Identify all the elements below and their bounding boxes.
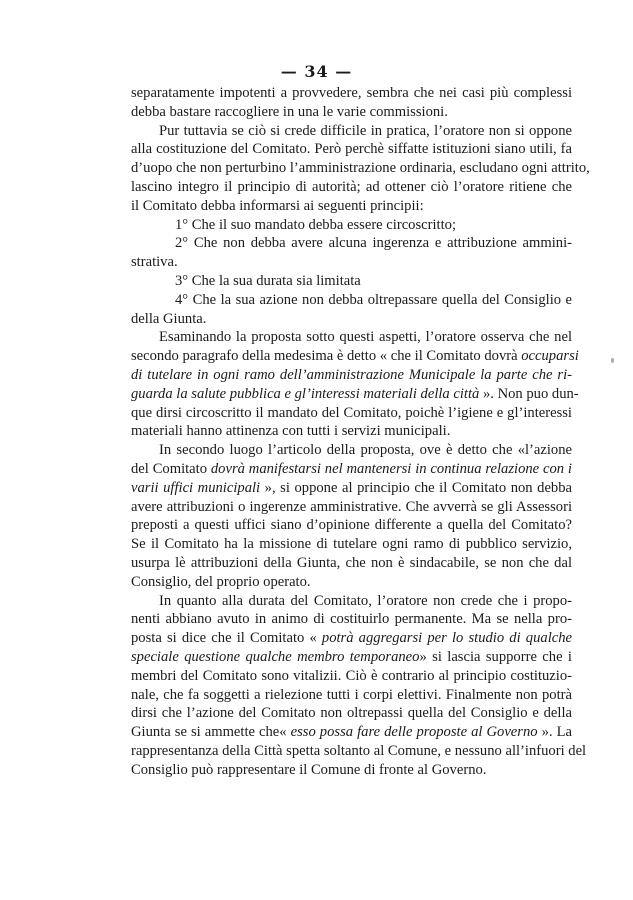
text-line [131, 498, 572, 517]
text-line [131, 554, 572, 573]
text-line [131, 140, 572, 159]
text-segment: 2° Che non debba avere alcuna ingerenza e attribuzione ammini- [175, 235, 572, 252]
text-segment: », si oppone al principio che il Comitato non debba [260, 479, 573, 496]
text-segment: usurpa lè attribuzioni della Giunta, che non è sindacabile, se non che dal [131, 554, 572, 571]
text-line [131, 535, 572, 554]
text-segment: rappresentanza della Città spetta soltanto al Comune, e nessuno all’infuori del [131, 742, 587, 759]
text-segment: 3° Che la sua durata sia limitata [175, 272, 361, 289]
text-line [131, 516, 572, 535]
text-line [131, 610, 572, 629]
text-line [131, 667, 572, 686]
text-segment: Consiglio può rappresentare il Comune di fronte al Governo. [131, 761, 487, 778]
text-segment: materiali hanno attinenza con tutti i servizi municipali. [131, 423, 451, 440]
text-line [131, 761, 572, 780]
text-segment: nenti abbiano avuto in animo di costituirlo permanente. Ma se nella pro- [131, 611, 572, 628]
text-segment: lascino integro il principio di autorità; ad ottener ciò l’oratore ritiene che [131, 178, 572, 195]
text-line [131, 686, 572, 705]
text-segment: Esaminando la proposta sotto questi aspetti, l’oratore osserva che nel [159, 329, 572, 346]
text-segment: strativa. [131, 254, 178, 271]
text-segment: nale, che fa soggetti a rielezione tutti i corpi elettivi. Finalmente non potrà [131, 686, 572, 703]
text-segment: que dirsi circoscritto il mandato del Comitato, poichè l’igiene e gl’interessi [131, 404, 572, 421]
text-segment: della Giunta. [131, 310, 207, 327]
italic-segment: potrà aggregarsi per lo studio di qualche [321, 630, 572, 647]
text-segment: Se il Comitato ha la missione di tutelare ogni ramo di pubblico servizio, [131, 536, 572, 553]
italic-segment: occuparsi [521, 348, 579, 365]
text-line [131, 272, 572, 291]
text-segment: ». Non puo dun- [479, 385, 579, 402]
text-line [131, 103, 572, 122]
text-segment: 1° Che il suo mandato debba essere circoscritto; [175, 216, 457, 233]
text-segment: membri del Comitato sono vitalizii. Ciò è contrario al principio costituzio- [131, 667, 572, 684]
text-line [131, 460, 572, 479]
text-line [131, 592, 572, 611]
text-segment: In quanto alla durata del Comitato, l’oratore non crede che i propo- [159, 592, 572, 609]
italic-segment: speciale questione qualche membro temporaneo [131, 648, 420, 665]
text-line [131, 723, 572, 742]
page-number: — 34 — [280, 62, 353, 81]
text-line [131, 253, 572, 272]
text-segment: » si lascia supporre che i [419, 648, 572, 665]
text-segment: Giunta se si ammette che« [131, 724, 291, 741]
text-line [131, 159, 590, 178]
text-line [131, 366, 572, 385]
text-segment: alla costituzione del Comitato. Però perchè siffatte istituzioni siano utili, fa [131, 141, 572, 158]
text-line [131, 347, 579, 366]
text-line [131, 234, 572, 253]
text-segment: separatamente impotenti a provvedere, sembra che nei casi più complessi [131, 85, 572, 101]
text-segment: del Comitato [131, 460, 211, 477]
text-segment: avere attribuzioni o ingerenze amministrative. Che avverrà se gli Assessori [131, 498, 572, 515]
text-line [131, 291, 572, 310]
italic-segment: di tutelare in ogni ramo dell’amministrazione Municipale la parte che ri- [131, 366, 572, 383]
text-segment: posta si dice che il Comitato « [131, 630, 322, 647]
text-line [131, 404, 572, 423]
text-segment: ». La [537, 724, 572, 741]
text-line [131, 216, 572, 235]
text-segment: d’uopo che non perturbino l’amministrazione ordinaria, escludano ogni attrito, [131, 160, 590, 177]
margin-speck [611, 358, 614, 363]
text-line [131, 178, 572, 197]
text-segment: dirsi che l’azione del Comitato non oltrepassi quella del Consiglio e della [131, 705, 572, 722]
text-line [131, 704, 572, 723]
text-segment: In secondo luogo l’articolo della proposta, ove è detto che «l’azione [159, 442, 572, 459]
italic-segment: varii uffici municipali [131, 479, 261, 496]
text-line [131, 310, 572, 329]
text-segment: preposti a questi uffici siano d’opinione differente a quella del Comitato? [131, 517, 572, 534]
text-line [131, 328, 572, 347]
text-segment: Pur tuttavia se ciò si crede difficile in pratica, l’oratore non si oppone [159, 122, 572, 139]
text-segment: Consiglio, del proprio operato. [131, 573, 311, 590]
text-line [131, 479, 572, 498]
text-line [131, 197, 572, 216]
text-line [131, 122, 572, 141]
text-line [131, 385, 579, 404]
italic-segment: esso possa fare delle proposte al Governo [290, 724, 538, 741]
text-segment: secondo paragrafo della medesima è detto « che il Comitato dovrà [131, 348, 522, 365]
italic-segment: guarda la salute pubblica e gl’interessi materiali della città [131, 385, 480, 402]
text-line [131, 573, 572, 592]
text-line [131, 648, 572, 667]
text-segment: 4° Che la sua azione non debba oltrepassare quella del Consiglio e [175, 291, 572, 308]
text-segment: il Comitato debba informarsi ai seguenti principii: [131, 197, 424, 214]
text-line [131, 629, 572, 648]
body-text [131, 84, 590, 779]
text-line [131, 441, 572, 460]
text-line [131, 422, 572, 441]
text-line [131, 742, 587, 761]
text-line [131, 84, 572, 103]
italic-segment: dovrà manifestarsi nel mantenersi in continua relazione con i [210, 460, 572, 477]
text-segment: debba bastare raccogliere in una le varie commissioni. [131, 103, 448, 120]
